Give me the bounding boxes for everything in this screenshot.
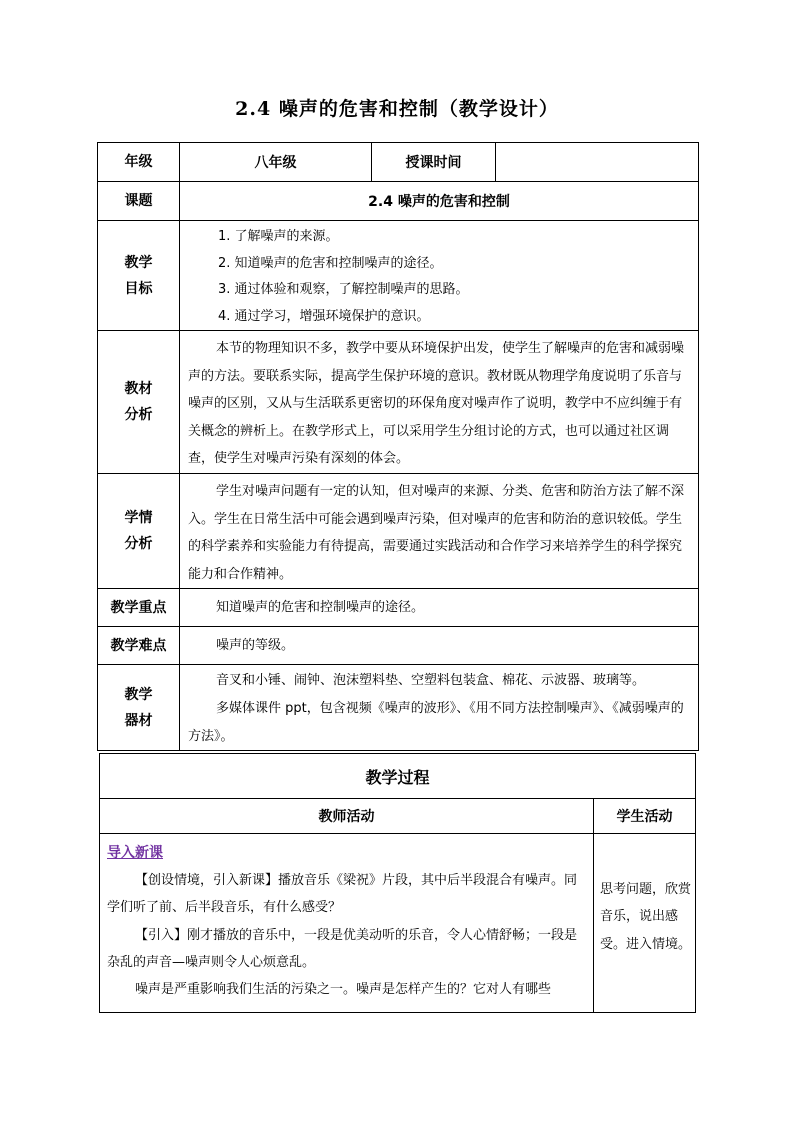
process-header: 教学过程 <box>100 754 696 799</box>
key-row <box>98 589 699 627</box>
goals-label-line1: 教学 <box>124 254 153 271</box>
material-label <box>98 331 180 474</box>
goal-item: 4. 通过学习，增强环境保护的意识。 <box>218 308 430 324</box>
goals-label <box>98 221 180 331</box>
key-cell <box>180 589 699 627</box>
difficulty-row <box>98 627 699 665</box>
material-cell <box>180 331 699 474</box>
student-cell <box>180 473 699 588</box>
difficulty-cell <box>180 627 699 665</box>
grade-value: 八年级 <box>180 143 372 182</box>
goals-cell <box>180 221 699 331</box>
goal-item: 3. 通过体验和观察，了解控制噪声的思路。 <box>218 282 469 297</box>
student-label <box>98 473 180 588</box>
goals-row <box>98 221 699 331</box>
teaching-process-table <box>99 753 696 1013</box>
material-label-line2: 分析 <box>124 406 153 423</box>
topic-row <box>98 182 699 221</box>
student-activity-cell: 思考问题，欣赏音乐，说出感受。进入情境。 <box>594 834 696 1013</box>
topic-value: 2.4 噪声的危害和控制 <box>180 182 699 221</box>
material-label-line1: 教材 <box>124 380 153 397</box>
section-title-link[interactable]: 导入新课 <box>107 845 163 861</box>
process-paragraph: 噪声是严重影响我们生活的污染之一。噪声是怎样产生的？它对人有哪些 <box>135 982 552 998</box>
key-label: 教学重点 <box>98 589 180 627</box>
process-row <box>100 834 696 1013</box>
goal-item: 1. 了解噪声的来源。 <box>218 229 339 244</box>
process-paragraph: 【创设情境，引入新课】播放音乐《梁祝》片段，其中后半段混合有噪声。同学们听了前、后半段音乐，有什么感受？ <box>107 873 578 916</box>
equipment-cell <box>180 665 699 751</box>
lesson-info-table <box>97 142 699 751</box>
equipment-text-2: 多媒体课件 ppt，包含视频《噪声的波形》、《用不同方法控制噪声》、《减弱噪声的方法》。 <box>188 700 684 744</box>
difficulty-text: 噪声的等级。 <box>216 638 295 654</box>
equipment-text-1: 音叉和小锤、闹钟、泡沫塑料垫、空塑料包装盒、棉花、示波器、玻璃等。 <box>216 673 646 689</box>
equipment-label-line2: 器材 <box>124 712 153 729</box>
equipment-label-line1: 教学 <box>124 686 153 703</box>
student-text: 学生对噪声问题有一定的认知，但对噪声的来源、分类、危害和防治方法了解不深入。学生在日常生活中可能会遇到噪声污染，但对噪声的危害和防治的意识较低。学生的科学素养和实验能力有待提高，需要通过实践活动和合作学习来培养学生的科学探究能力和合作精神。 <box>188 483 685 582</box>
student-label-line2: 分析 <box>124 536 153 553</box>
student-label-line1: 学情 <box>124 510 153 527</box>
topic-label: 课题 <box>98 182 180 221</box>
goals-label-line2: 目标 <box>124 280 153 297</box>
difficulty-label: 教学难点 <box>98 627 180 665</box>
time-label: 授课时间 <box>372 143 496 182</box>
key-text: 知道噪声的危害和控制噪声的途径。 <box>216 600 425 616</box>
teacher-activity-cell <box>100 834 594 1013</box>
student-activity-header: 学生活动 <box>594 799 696 834</box>
section-title <box>107 840 587 867</box>
student-row <box>98 473 699 588</box>
page-title: 2.4 噪声的危害和控制（教学设计） <box>235 98 559 120</box>
process-header-row <box>100 754 696 799</box>
equipment-row <box>98 665 699 751</box>
grade-label: 年级 <box>98 143 180 182</box>
material-row <box>98 331 699 474</box>
process-paragraph: 【引入】刚才播放的音乐中，一段是优美动听的乐音，令人心情舒畅；一段是杂乱的声音—噪声则令人心烦意乱。 <box>107 927 578 970</box>
equipment-label <box>98 665 180 751</box>
material-text: 本节的物理知识不多，教学中要从环境保护出发，使学生了解噪声的危害和减弱噪声的方法。要联系实际，提高学生保护环境的意识。教材既从物理学角度说明了乐音与噪声的区别，又从与生活联系更密切的环保角度对噪声作了说明，教学中不应纠缠于有关概念的辨析上。在教学形式上，可以采用学生分组讨论的方式，也可以通过社区调查，使学生对噪声污染有深刻的体会。 <box>188 341 685 467</box>
time-value[interactable] <box>496 143 699 182</box>
grade-row <box>98 143 699 182</box>
process-columns-row <box>100 799 696 834</box>
goal-item: 2. 知道噪声的危害和控制噪声的途径。 <box>218 255 443 271</box>
teacher-activity-header: 教师活动 <box>100 799 594 834</box>
